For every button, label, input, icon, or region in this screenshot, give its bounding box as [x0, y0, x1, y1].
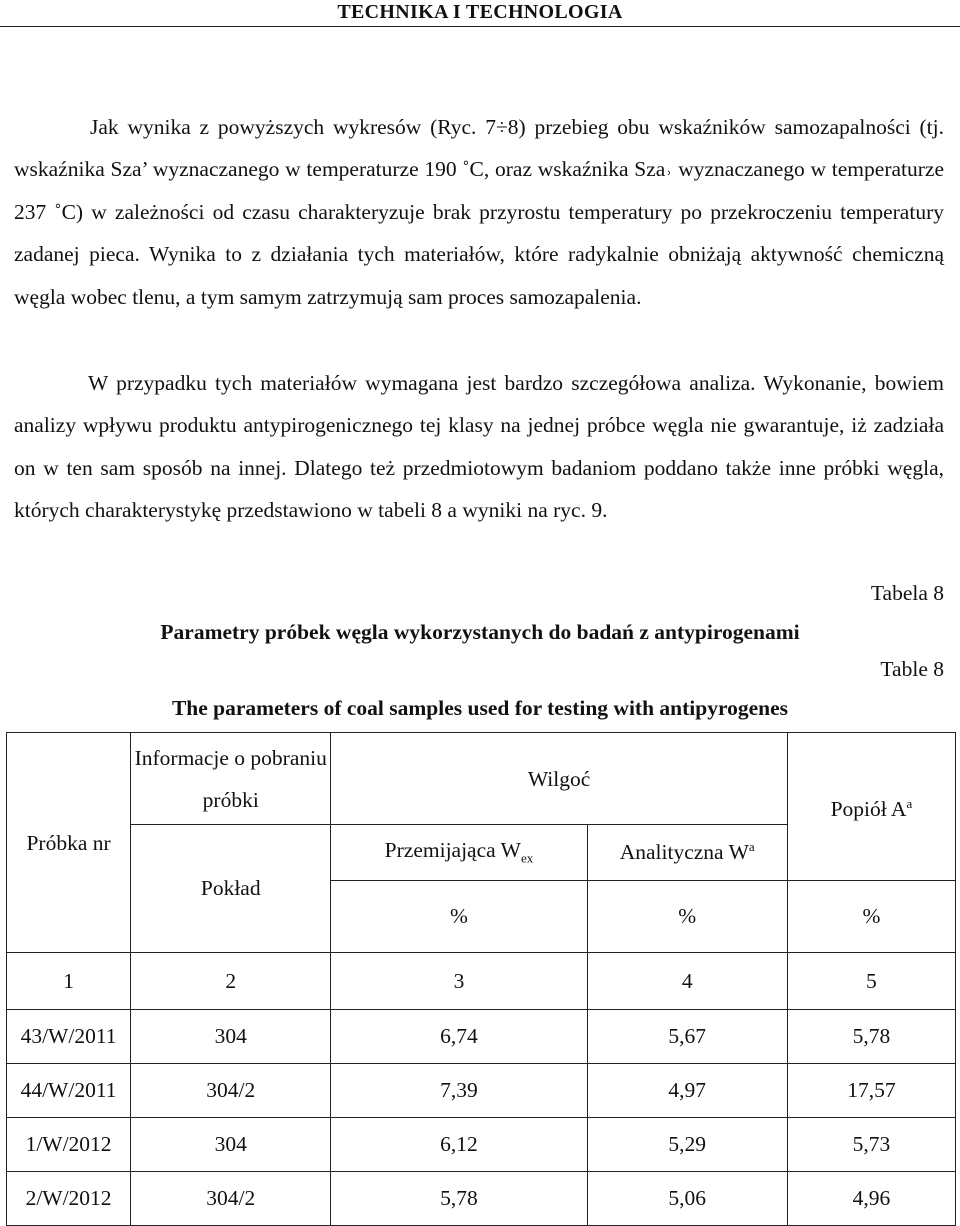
column-number: 1 [7, 953, 131, 1010]
table-label-pl: Tabela 8 [870, 581, 944, 605]
table-row [7, 1118, 956, 1172]
header-moisture-ex [331, 825, 587, 881]
table-row [7, 1172, 956, 1226]
cell-moisture-analytic: 5,67 [587, 1010, 787, 1064]
table-title-en: The parameters of coal samples used for testing with antipyrogenes [171, 696, 789, 720]
unit-moisture-ex: % [331, 881, 587, 953]
header-info: Informacje o pobraniu próbki [131, 733, 331, 825]
cell-moisture-ex: 5,78 [331, 1172, 587, 1226]
cell-seam: 304/2 [131, 1172, 331, 1226]
cell-seam: 304 [131, 1010, 331, 1064]
header-seam: Pokład [131, 825, 331, 953]
column-number: 2 [131, 953, 331, 1010]
cell-ash: 4,96 [787, 1172, 955, 1226]
column-number: 5 [787, 953, 955, 1010]
running-header: TECHNIKA I TECHNOLOGIA [337, 1, 623, 23]
cell-moisture-analytic: 4,97 [587, 1064, 787, 1118]
header-moisture-ex-sub: ex [520, 850, 534, 866]
header-moisture-analytic-label: Analityczna W [619, 840, 749, 865]
coal-samples-table [6, 732, 956, 1226]
cell-moisture-ex: 6,12 [331, 1118, 587, 1172]
header-sample: Próbka nr [7, 733, 131, 953]
cell-ash: 5,78 [787, 1010, 955, 1064]
column-number: 4 [587, 953, 787, 1010]
cell-moisture-analytic: 5,06 [587, 1172, 787, 1226]
cell-moisture-ex: 6,74 [331, 1010, 587, 1064]
table-row [7, 1064, 956, 1118]
cell-seam: 304 [131, 1118, 331, 1172]
header-moisture-ex-label: Przemijająca W [384, 838, 521, 863]
table-title-pl: Parametry próbek węgla wykorzystanych do badań z antypirogenami [160, 620, 800, 644]
cell-sample: 43/W/2011 [7, 1010, 131, 1064]
paragraph-1: Jak wynika z powyższych wykresów (Ryc. 7÷8) przebieg obu wskaźników samozapalności (tj. wskaźnika Sza’ wyznaczanego w temperaturze 190 ˚C, oraz wskaźnika Sza˒ wyznaczanego w temperaturze 237 ˚C) w zależności od czasu charakteryzuje brak przyrostu temperatury po przekroczeniu temperatury zadanej pieca. Wynika to z działania tych materiałów, które radykalnie obniżają aktywność chemiczną węgla wobec tlenu, a tym samym zatrzymują sam proces samozapalenia. [14, 115, 944, 309]
header-rule [0, 26, 960, 27]
header-ash-label: Popiół A [830, 797, 907, 822]
cell-moisture-ex: 7,39 [331, 1064, 587, 1118]
cell-sample: 44/W/2011 [7, 1064, 131, 1118]
table-label-en: Table 8 [880, 657, 944, 681]
header-moisture: Wilgoć [331, 733, 787, 825]
header-moisture-analytic [587, 825, 787, 881]
table-row [7, 1010, 956, 1064]
cell-moisture-analytic: 5,29 [587, 1118, 787, 1172]
header-ash-sup: a [906, 795, 913, 811]
cell-sample: 2/W/2012 [7, 1172, 131, 1226]
header-ash [787, 733, 955, 881]
paragraph-2: W przypadku tych materiałów wymagana jest bardzo szczegółowa analiza. Wykonanie, bowiem analizy wpływu produktu antypirogenicznego tej klasy na jednej próbce węgla nie gwarantuje, iż zadziała on w ten sam sposób na innej. Dlatego też przedmiotowym badaniom poddano także inne próbki węgla, których charakterystykę przedstawiono w tabeli 8 a wyniki na ryc. 9. [14, 371, 944, 523]
unit-moisture-analytic: % [587, 881, 787, 953]
unit-ash: % [787, 881, 955, 953]
cell-ash: 5,73 [787, 1118, 955, 1172]
header-moisture-analytic-sup: a [748, 839, 755, 855]
cell-sample: 1/W/2012 [7, 1118, 131, 1172]
cell-seam: 304/2 [131, 1064, 331, 1118]
column-number-row [7, 953, 956, 1010]
column-number: 3 [331, 953, 587, 1010]
cell-ash: 17,57 [787, 1064, 955, 1118]
